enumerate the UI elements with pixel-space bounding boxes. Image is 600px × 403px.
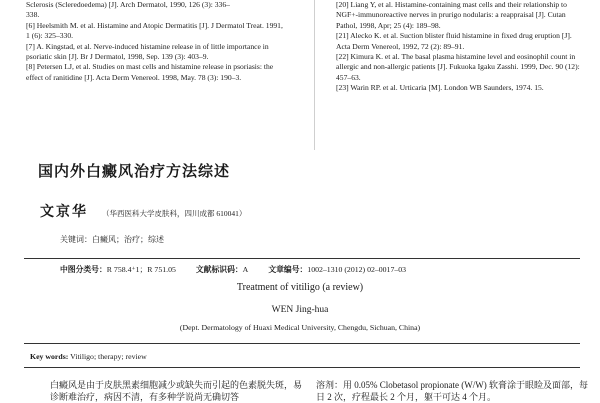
references-left-column: [26, 0, 288, 83]
article-title-english: Treatment of vitiligo (a review): [236, 282, 364, 293]
reference-entry: [21] Alecko K. et al. Suction blister fluid histamine in fixed drug eruption [J]. Acta Derm Venereol, 1992, 72 (2): 89–91.: [336, 31, 572, 51]
clc-label: 中图分类号：: [60, 265, 107, 274]
reference-entry: 338.: [26, 10, 40, 20]
article-title-chinese: 国内外白癜风治疗方法综述: [38, 162, 231, 180]
reference-entry: Sclerosis (Scleredoedema) [J]. Arch Dermatol, 1990, 126 (3): 336–: [26, 0, 230, 9]
article-number-value: 1002–1310 (2012) 02–0017–03: [307, 265, 407, 274]
horizontal-rule-top: [24, 258, 580, 259]
body-text-left: 白癜风是由于皮肤黑素细胞减少或缺失而引起的色素脱失斑，易诊断难治疗，病因不清，有多种学说尚无确切答: [50, 380, 303, 402]
keywords-english-label: Key words:: [30, 352, 69, 361]
references-right-column: [336, 0, 586, 94]
reference-entry: [7] A. Kingstad, et al. Nerve-induced histamine release in of little importance in psoriatic skin [J]. Br J Dermatol, 1998, Sep. 139 (3): 403–9.: [26, 41, 269, 62]
column-divider: [314, 0, 315, 150]
author-affiliation-english: (Dept. Dermatology of Huaxi Medical University, Chengdu, Sichuan, China): [179, 323, 421, 332]
author-name-chinese: 文京华: [40, 204, 88, 220]
document-code-value: A: [242, 265, 249, 274]
author-affiliation-chinese: （华西医科大学皮肤科，四川成都 610041）: [102, 209, 247, 218]
reference-entry: [8] Petersen LJ, et al. Studies on mast cells and histamine release in psoriasis: the effect of ranitidine [J]. Acta Derm Venereol. 1998, May. 78 (3): 190–3.: [26, 62, 274, 82]
reference-entry: [22] Kimura K. et al. The basal plasma histamine level and eosinophil count in allergic and non-allergic patients [J]. Fukuoka Igaku Zasshi. 1999, Dec. 90 (12): 457–63.: [336, 52, 580, 82]
keywords-chinese: 关键词：白癜风；治疗；综述: [60, 235, 164, 244]
horizontal-rule-middle: [24, 343, 580, 344]
author-line: [40, 201, 246, 221]
classification-line: [60, 264, 406, 275]
reference-entry: [23] Warin RP. et al. Urticaria [M]. London WB Saunders, 1974. 15.: [336, 83, 544, 93]
article-number-label: 文章编号：: [268, 265, 308, 274]
reference-entry: [6] Heelsmith M. et al. Histamine and Atopic Dermatitis [J]. J Dermatol Treat. 1991, 1 (6): 325–330.: [26, 20, 283, 41]
horizontal-rule-bottom: [24, 367, 580, 368]
document-code-label: 文献标识码：: [195, 265, 243, 274]
keywords-english-value: Vitiligo; therapy; review: [70, 352, 147, 361]
keywords-english: [30, 352, 147, 361]
author-name-english: WEN Jing-hua: [271, 305, 329, 315]
clc-value: R 758.4⁺1；R 751.05: [106, 265, 176, 274]
body-text-right: 溶剂：用 0.05% Clobetasol propionate (W/W) 软膏涂于眼睑及面部，每日 2 次，疗程最长 2 个月，躯干可达 4 个月。: [316, 380, 588, 402]
reference-entry: [20] Liang Y, et al. Histamine-containing mast cells and their relationship to NGF+-immunoreactive nerves in prurigo nodularis: a reappraisal [J]. Cutan Pathol, 1998, Apr; 25 (4): 189–98.: [336, 0, 567, 30]
